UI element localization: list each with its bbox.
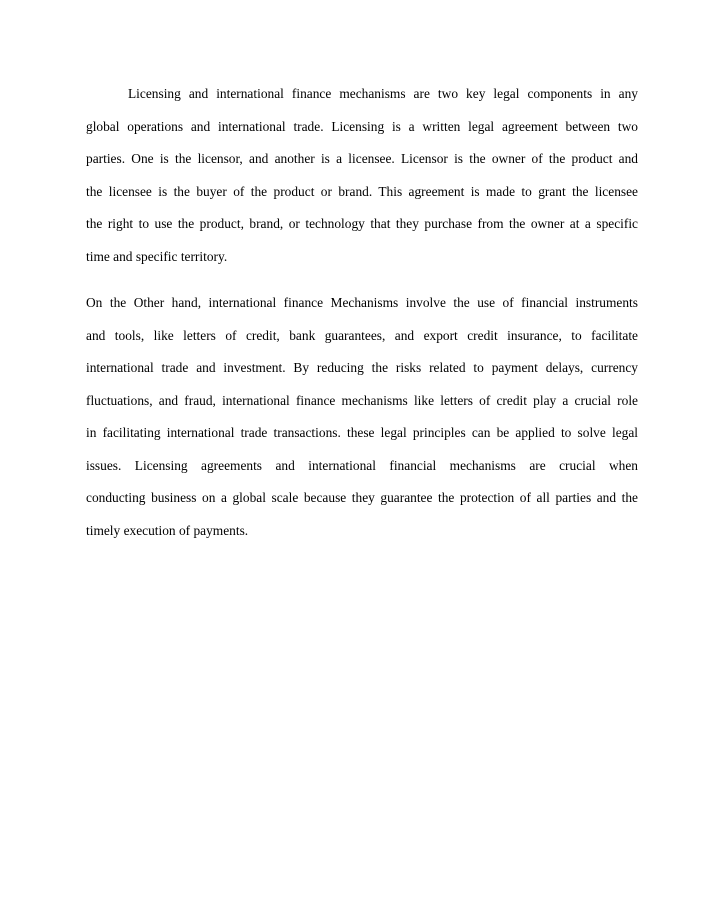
text-line: fluctuations, and fraud, international finance mechanisms like letters of credit play a crucial role — [86, 392, 638, 408]
text-line: the right to use the product, brand, or technology that they purchase from the owner at a specific — [86, 216, 638, 231]
text-line: issues. Licensing agreements and international financial mechanisms are crucial when — [86, 457, 638, 473]
text-line: international trade and investment. By reducing the risks related to payment delays, currency — [86, 360, 638, 375]
text-line: the licensee is the buyer of the product or brand. This agreement is made to grant the licensee — [86, 183, 638, 199]
text-line: timely execution of payments. — [86, 522, 249, 538]
text-line: global operations and international trade. Licensing is a written legal agreement between two — [86, 118, 638, 134]
document-body — [86, 78, 638, 547]
text-line: time and specific territory. — [86, 248, 228, 264]
text-line: conducting business on a global scale because they guarantee the protection of all parties and the — [86, 490, 638, 505]
text-line: parties. One is the licensor, and another is a licensee. Licensor is the owner of the product and — [86, 151, 638, 166]
paragraph-finance-mechanisms — [86, 287, 638, 547]
paragraph-spacer — [86, 273, 638, 287]
text-line: in facilitating international trade transactions. these legal principles can be applied to solve legal — [86, 425, 638, 440]
text-line: and tools, like letters of credit, bank guarantees, and export credit insurance, to facilitate — [86, 327, 638, 343]
text-line: Licensing and international finance mechanisms are two key legal components in any — [128, 86, 638, 101]
paragraph-licensing — [86, 78, 638, 273]
text-line: On the Other hand, international finance Mechanisms involve the use of financial instruments — [86, 295, 638, 310]
